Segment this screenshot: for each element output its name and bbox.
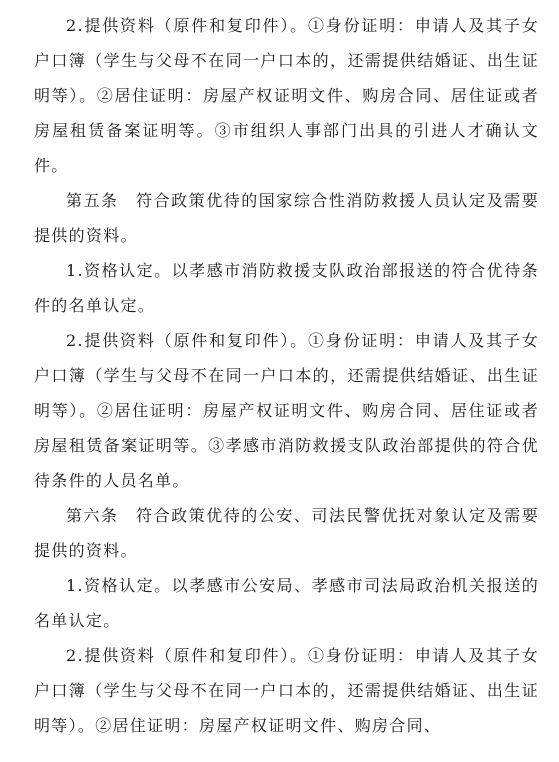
paragraph-materials-fire: 2.提供资料（原件和复印件）。①身份证明：申请人及其子女户口簿（学生与父母不在同一户口本的，还需提供结婚证、出生证明等）。②居住证明：房屋产权证明文件、购房合同、居住证或者房屋租赁备案证明等。③孝感市消防救援支队政治部提供的符合优待条件的人员名单。 [34, 331, 539, 490]
paragraph-materials-talent: 2.提供资料（原件和复印件）。①身份证明：申请人及其子女户口簿（学生与父母不在同一户口本的，还需提供结婚证、出生证明等）。②居住证明：房屋产权证明文件、购房合同、居住证或者房屋租赁备案证明等。③市组织人事部门出具的引进人才确认文件。 [34, 16, 539, 175]
paragraph-qualification-fire: 1.资格认定。以孝感市消防救援支队政治部报送的符合优待条件的名单认定。 [34, 261, 539, 315]
article-five-heading: 第五条 符合政策优待的国家综合性消防救援人员认定及需要提供的资料。 [34, 191, 539, 245]
paragraph-materials-police: 2.提供资料（原件和复印件）。①身份证明：申请人及其子女户口簿（学生与父母不在同一户口本的，还需提供结婚证、出生证明等）。②居住证明：房屋产权证明文件、购房合同、 [34, 646, 539, 735]
article-six-heading: 第六条 符合政策优待的公安、司法民警优抚对象认定及需要提供的资料。 [34, 506, 539, 560]
paragraph-qualification-police: 1.资格认定。以孝感市公安局、孝感市司法局政治机关报送的名单认定。 [34, 576, 539, 630]
